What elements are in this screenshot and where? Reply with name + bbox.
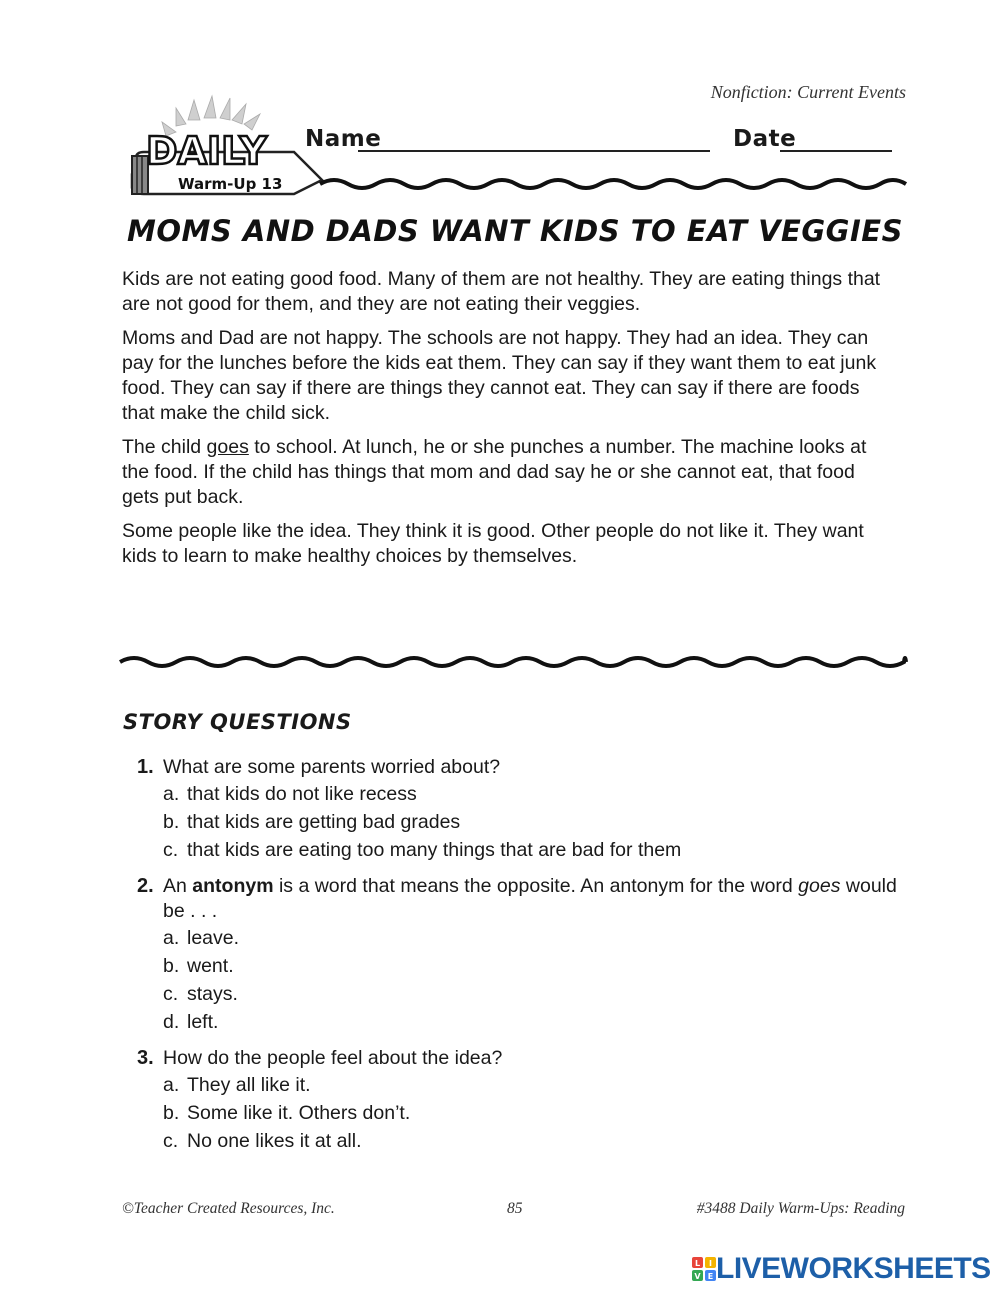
answer-option[interactable]: a. that kids do not like recess <box>163 783 417 805</box>
logo-sub: Warm-Up 13 <box>178 175 283 193</box>
page-title: MOMS AND DADS WANT KIDS TO EAT VEGGIES <box>127 214 903 248</box>
question-number: 2. <box>137 875 154 897</box>
question-number: 3. <box>137 1047 154 1069</box>
answer-option[interactable]: c. that kids are eating too many things that are bad for them <box>163 839 682 861</box>
footer-page-number: 85 <box>507 1200 523 1217</box>
answer-option[interactable]: a. leave. <box>163 927 240 949</box>
questions <box>137 755 897 1165</box>
question-text: How do the people feel about the idea? <box>163 1047 503 1069</box>
svg-text:V: V <box>694 1272 701 1281</box>
svg-text:E: E <box>707 1272 714 1281</box>
section-wave-divider <box>0 650 1000 674</box>
question-text: What are some parents worried about? <box>163 756 501 778</box>
article-paragraph: The child goes to school. At lunch, he or she punches a number. The machine looks at the food. If the child has things that mom and dad say he or she cannot eat, that food gets put back. <box>122 436 867 508</box>
answer-option[interactable]: a. They all like it. <box>163 1074 311 1096</box>
name-field[interactable] <box>358 150 710 152</box>
date-field[interactable] <box>780 150 892 152</box>
question-number: 1. <box>137 756 154 778</box>
logo-word: DAILY <box>146 129 267 173</box>
underlined-word: goes <box>206 436 249 458</box>
liveworksheets-name: LIVEWORKSHEETS <box>716 1252 991 1285</box>
answer-option[interactable]: c. stays. <box>163 983 238 1005</box>
question-text: An antonym is a word that means the opposite. An antonym for the word goes would be . . . <box>163 875 897 922</box>
svg-text:I: I <box>709 1259 712 1268</box>
article-paragraph: Some people like the idea. They think it is good. Other people do not like it. They want kids to learn to make healthy choices by themselves. <box>122 520 864 567</box>
article-paragraph: Kids are not eating good food. Many of them are not healthy. They are eating things that are not good for them, and they are not eating their veggies. <box>122 268 881 315</box>
answer-option[interactable]: c. No one likes it at all. <box>163 1130 362 1152</box>
name-label: Name <box>305 126 382 152</box>
svg-text:L: L <box>694 1259 701 1268</box>
question-2 <box>137 874 897 1036</box>
questions-heading: STORY QUESTIONS <box>123 710 352 734</box>
article <box>122 267 892 578</box>
answer-option[interactable]: b. went. <box>163 955 234 977</box>
article-paragraph: Moms and Dad are not happy. The schools are not happy. They had an idea. They can pay for the lunches before the kids eat them. They can say if they want them to eat junk food. They can say if there are things they cannot eat. They can say if there are foods that make the child sick. <box>122 327 877 424</box>
footer-copyright: ©Teacher Created Resources, Inc. <box>122 1200 335 1217</box>
liveworksheets-logo[interactable] <box>692 1252 991 1286</box>
category-label: Nonfiction: Current Events <box>710 82 906 102</box>
answer-option[interactable]: b. Some like it. Others don’t. <box>163 1102 411 1124</box>
answer-option[interactable]: d. left. <box>163 1011 219 1033</box>
footer-book-title: #3488 Daily Warm-Ups: Reading <box>696 1200 905 1217</box>
liveworksheets-tiles-icon <box>692 1257 716 1281</box>
question-3 <box>137 1046 897 1155</box>
header-wave-divider <box>0 172 1000 196</box>
question-1 <box>137 755 897 864</box>
answer-option[interactable]: b. that kids are getting bad grades <box>163 811 461 833</box>
date-label: Date <box>733 126 797 152</box>
